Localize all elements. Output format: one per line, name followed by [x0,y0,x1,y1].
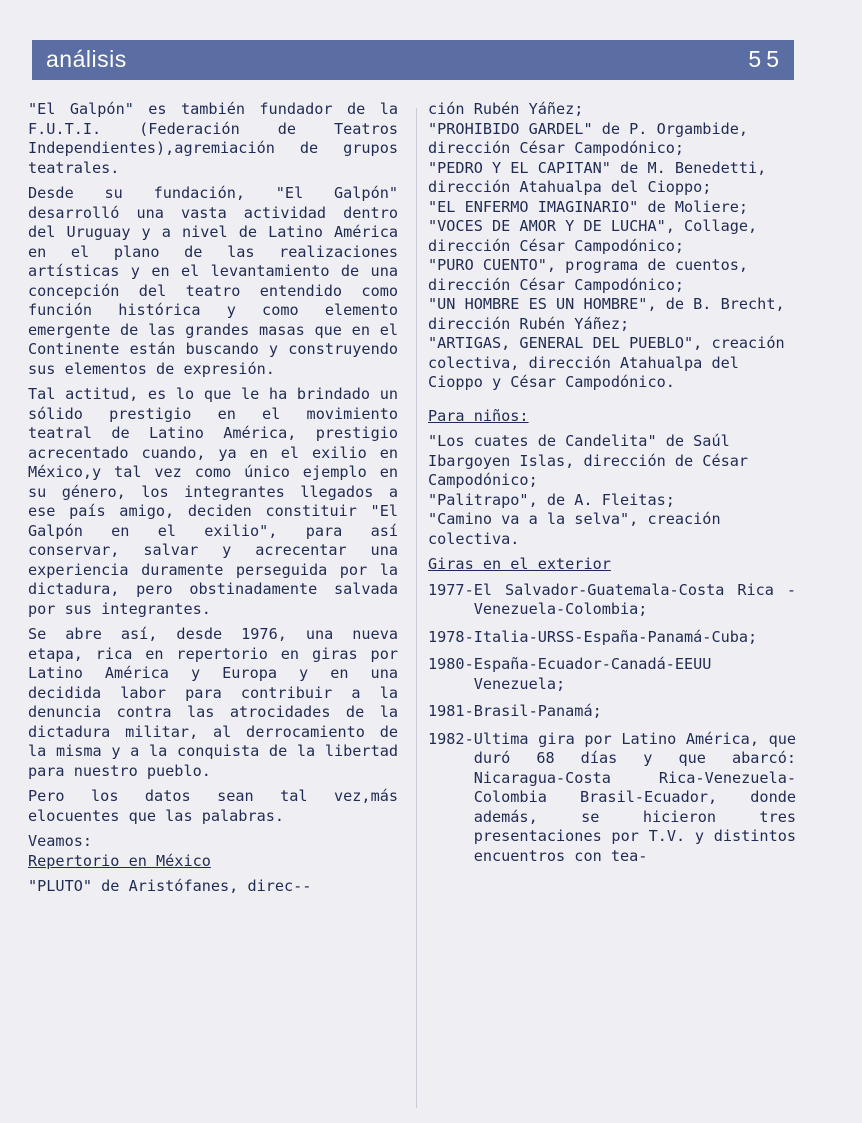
section-title: análisis [46,46,127,72]
tour-text: España-Ecuador-Canadá-EEUU Venezuela; [473,655,712,693]
paragraph: Desde su fundación, "El Galpón" desarrolló una vasta actividad dentro del Uruguay y a nivel de Latino América en el plano de las realizaciones artísticas y en el levantamiento de una concepción del teatro entendido como función histórica y como elemento emergente de las grandes masas que en el Continente están buscando y construyendo sus elementos de expresión. [28,184,398,378]
ninos-list [428,432,796,549]
tour-item [428,730,796,867]
ninos-heading: Para niños: [428,406,529,425]
ninos-line: "Palitrapo", de A. Fleitas; [428,490,675,509]
repertoire-line: "UN HOMBRE ES UN HOMBRE", de B. Brecht, dirección Rubén Yáñez; [428,295,785,333]
tour-year: 1982- [428,729,474,748]
section-header-band [32,40,794,80]
right-column [428,100,796,874]
paragraph: Pero los datos sean tal vez,más elocuentes que las palabras. [28,787,398,825]
tour-text: El Salvador-Guatemala-Costa Rica - Venezuela-Colombia; [473,580,796,618]
repertoire-line: ción Rubén Yáñez; [428,100,584,118]
repertoire-line: "PLUTO" de Aristófanes, direc-- [28,877,312,895]
paragraph: Se abre así, desde 1976, una nueva etapa, rica en repertorio en giras por Latino América y Europa y en una decidida labor para contribuir a la denuncia contra las atrocidades de la dictadura militar, al derrocamiento de la misma y a la conquista de la libertad para nuestro pueblo. [28,625,398,780]
paragraph: "El Galpón" es también fundador de la F.U.T.I. (Federación de Teatros Independientes),agremiación de grupos teatrales. [28,100,398,177]
tour-year: 1977- [428,580,474,599]
tour-year: 1980- [428,655,474,673]
page-number: 55 [748,46,784,72]
tour-item [428,628,796,648]
tour-text: Ultima gira por Latino América, que duró 68 días y que abarcó: Nicaragua-Costa Rica-Venezuela-Colombia Brasil-Ecuador, donde además, se hicieron tres presentaciones por T.V. y distintos encuentros con tea- [473,729,796,865]
repertorio-heading: Repertorio en México [28,851,211,870]
tour-text: Brasil-Panamá; [473,702,602,720]
column-divider [416,108,417,1108]
tour-list [428,581,796,867]
ninos-line: "Los cuates de Candelita" de Saúl Ibargoyen Islas, dirección de César Campodónico; [428,432,749,489]
repertoire-line: "VOCES DE AMOR Y DE LUCHA", Collage, dirección César Campodónico; [428,217,758,255]
repertoire-line: "EL ENFERMO IMAGINARIO" de Moliere; [428,197,749,216]
tour-text: Italia-URSS-España-Panamá-Cuba; [473,627,758,646]
veamos-label: Veamos: [28,832,93,850]
repertoire-line: "PEDRO Y EL CAPITAN" de M. Benedetti, dirección Atahualpa del Cioppo; [428,158,767,196]
repertoire-line: "ARTIGAS, GENERAL DEL PUEBLO", creación colectiva, dirección Atahualpa del Cioppo y César Campodónico. [428,334,785,391]
tour-item [428,702,796,722]
tour-year: 1981- [428,702,474,720]
tour-year: 1978- [428,627,474,646]
paragraph: Tal actitud, es lo que le ha brindado un sólido prestigio en el movimiento teatral de Latino América, prestigio acrecentado cuando, ya en el exilio en México,y tal vez como único ejemplo en su género, los integrantes llegados a ese país amigo, deciden constituir "El Galpón en el exilio", para así conservar, salvar y acrecentar una experiencia duramente perseguida por la dictadura, pero obstinadamente salvada por sus integrantes. [28,385,398,618]
ninos-line: "Camino va a la selva", creación colectiva. [428,510,721,548]
repertoire-line: "PURO CUENTO", programa de cuentos, dirección César Campodónico; [428,256,749,294]
giras-heading: Giras en el exterior [428,555,611,573]
repertoire-line: "PROHIBIDO GARDEL" de P. Orgambide, dirección César Campodónico; [428,119,749,157]
tour-item [428,655,796,694]
tour-item [428,581,796,620]
repertoire-list [428,100,796,393]
left-column [28,100,398,897]
